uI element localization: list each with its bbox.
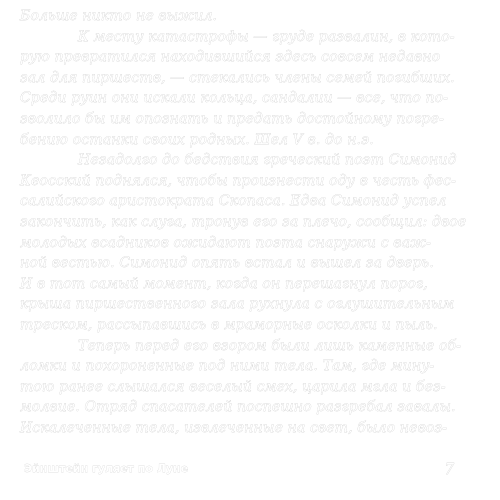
text-line: зал для пиршеств, — стекались члены семей погибших.	[20, 69, 455, 86]
text-line: К месту катастрофы — груде развалин, в кото-	[78, 28, 455, 45]
text-line: И в тот самый момент, когда он перешагнул порог,	[20, 275, 428, 292]
text-line: треском, рассыпавшись в мраморные осколки и пыль.	[20, 316, 438, 333]
text-line: Искалеченные тела, извлеченные на свет, было невоз-	[20, 419, 448, 436]
text-line: рую превратился находившийся здесь совсем недавно	[20, 49, 441, 66]
text-line: молодых всадников ожидают поэта снаружи с важ-	[20, 234, 432, 251]
text-line: молвие. Отряд спасателей поспешно разгребал завалы.	[20, 399, 456, 416]
text-line: салийского аристократа Скопаса. Едва Симонид успел	[20, 193, 447, 210]
text-line: Среди руин они искали кольца, сандалии — все, что по-	[20, 90, 449, 107]
page-number: 7	[444, 460, 454, 478]
running-footer-title: Эйнштейн гуляет по Луне	[24, 462, 189, 475]
text-line: тою ранее слышался веселый смех, царила мгла и без-	[20, 378, 446, 395]
text-line: Кеосский поднялся, чтобы произнести оду в честь фес-	[20, 172, 457, 189]
text-line: ной вестью. Симонид опять встал и вышел за дверь.	[20, 255, 434, 272]
text-line: закончить, как слуга, тронув его за плечо, сообщил: двое	[20, 213, 467, 230]
text-line: ломки и похороненные под ними тела. Там, где мину-	[20, 358, 435, 375]
text-line: Больше никто не выжил.	[20, 8, 218, 24]
text-line: крыша пиршественного зала рухнула с оглушительным	[20, 296, 455, 313]
text-line: зволило бы им опознать и предать достойному погре-	[20, 110, 444, 127]
page-body-text	[20, 6, 467, 438]
text-line: Теперь перед его взором были лишь каменные об-	[78, 337, 462, 354]
text-line: Незадолго до бедствия греческий поэт Симонид	[78, 152, 457, 169]
text-line: бению останки своих родных. Шел V в. до н.э.	[20, 131, 374, 148]
